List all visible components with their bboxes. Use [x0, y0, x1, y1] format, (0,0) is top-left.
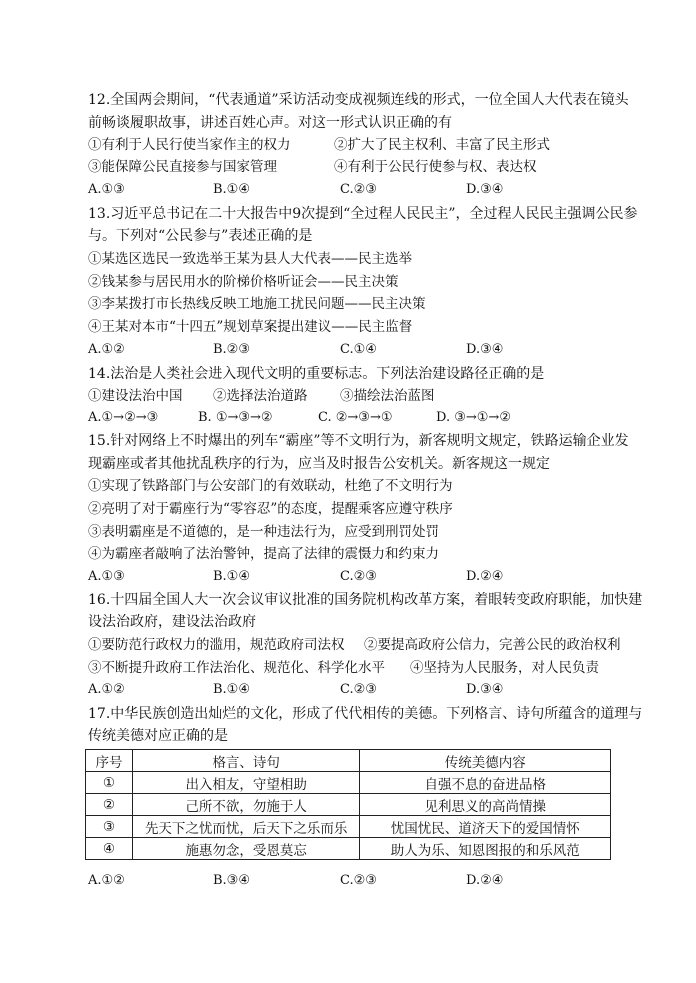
answer-choice-a[interactable]: A.①② — [88, 873, 125, 888]
answer-choice-c[interactable]: C.②③ — [340, 873, 377, 888]
answer-choice-c[interactable]: C.①④ — [340, 342, 377, 357]
answer-choice-a[interactable]: A.①→②→③ — [88, 410, 159, 425]
table-cell: 出入相友，守望相助 — [132, 772, 360, 794]
answer-choice-b[interactable]: B.③④ — [213, 873, 250, 888]
option-statement: ②亮明了对于霸座行为“零容忍”的态度，提醒乘客应遵守秩序 — [88, 501, 453, 517]
table-cell: 己所不欲，勿施于人 — [132, 794, 360, 816]
option-statement: ②选择法治道路 — [213, 388, 308, 404]
answer-choice-d[interactable]: D.③④ — [466, 682, 504, 697]
option-statement: ①有利于人民行使当家作主的权力 — [88, 137, 291, 153]
answer-choice-b[interactable]: B.①④ — [213, 569, 250, 584]
question-stem-line: 15.针对网络上不时爆出的列车“霸座”等不文明行为，新客规明文规定，铁路运输企业发 — [88, 433, 629, 449]
option-statement: ③能保障公民直接参与国家管理 — [88, 159, 277, 175]
table-cell: 自强不息的奋进品格 — [360, 772, 611, 794]
question-stem-line: 17.中华民族创造出灿烂的文化，形成了代代相传的美德。下列格言、诗句所蕴含的道理与 — [88, 706, 643, 722]
answer-choice-c[interactable]: C.②③ — [340, 569, 377, 584]
maxims-table — [85, 749, 611, 860]
table-cell: 助人为乐、知恩图报的和乐风范 — [360, 838, 611, 860]
answer-choice-a[interactable]: A.①② — [88, 682, 125, 697]
answer-choice-d[interactable]: D.③④ — [466, 182, 504, 197]
column-header: 格言、诗句 — [132, 750, 360, 772]
option-statement: ①实现了铁路部门与公安部门的有效联动，杜绝了不文明行为 — [88, 478, 453, 494]
column-header: 传统美德内容 — [360, 750, 611, 772]
option-statement: ④为霸座者敲响了法治警钟，提高了法律的震慑力和约束力 — [88, 546, 439, 562]
option-statement: ④王某对本市“十四五”规划草案提出建议——民主监督 — [88, 319, 413, 335]
question-stem-line: 13.习近平总书记在二十大报告中9次提到“全过程人民民主”，全过程人民民主强调公民参 — [88, 206, 638, 222]
question-stem-line: 与。下列对“公民参与”表述正确的是 — [88, 228, 313, 244]
table-cell: ① — [86, 772, 133, 794]
option-statement: ②钱某参与居民用水的阶梯价格听证会——民主决策 — [88, 274, 399, 290]
option-statement: ④有利于公民行使参与权、表达权 — [334, 159, 537, 175]
option-statement: ①要防范行政权力的滥用，规范政府司法权 — [88, 637, 345, 653]
table-header-row — [86, 750, 611, 772]
answer-choice-d[interactable]: D. ③→①→② — [436, 410, 511, 425]
option-statement: ②要提高政府公信力，完善公民的政治权利 — [364, 637, 621, 653]
question-stem-line: 16.十四届全国人大一次会议审议批准的国务院机构改革方案，着眼转变政府职能，加快建 — [88, 592, 643, 608]
answer-choice-b[interactable]: B. ①→③→② — [198, 410, 273, 425]
question-stem-line: 传统美德对应正确的是 — [88, 728, 228, 744]
answer-choice-a[interactable]: A.①③ — [88, 182, 125, 197]
table-row — [86, 816, 611, 838]
table-row — [86, 794, 611, 816]
answer-choice-b[interactable]: B.②③ — [213, 342, 250, 357]
answer-choice-d[interactable]: D.②④ — [466, 569, 504, 584]
option-statement: ③描绘法治蓝图 — [340, 388, 435, 404]
answer-choice-d[interactable]: D.②④ — [466, 873, 504, 888]
option-statement: ③李某拨打市长热线反映工地施工扰民问题——民主决策 — [88, 296, 426, 312]
option-statement: ③表明霸座是不道德的，是一种违法行为，应受到刑罚处罚 — [88, 524, 439, 540]
question-stem-line: 设法治政府，建设法治政府 — [88, 614, 256, 630]
option-statement: ①建设法治中国 — [88, 388, 183, 404]
answer-choice-c[interactable]: C.②③ — [340, 182, 377, 197]
answer-choice-a[interactable]: A.①② — [88, 342, 125, 357]
table-cell: ④ — [86, 838, 133, 860]
answer-choice-d[interactable]: D.③④ — [466, 342, 504, 357]
table-cell: 施惠勿念，受恩莫忘 — [132, 838, 360, 860]
question-stem-line: 12.全国两会期间，“代表通道”采访活动变成视频连线的形式，一位全国人大代表在镜头 — [88, 92, 629, 108]
option-statement: ④坚持为人民服务，对人民负责 — [410, 660, 599, 676]
question-stem-line: 14.法治是人类社会进入现代文明的重要标志。下列法治建设路径正确的是 — [88, 366, 545, 382]
question-stem-line: 现霸座或者其他扰乱秩序的行为，应当及时报告公安机关。新客规这一规定 — [88, 456, 550, 472]
table-cell: 忧国忧民、道济天下的爱国情怀 — [360, 816, 611, 838]
answer-choice-b[interactable]: B.①④ — [213, 682, 250, 697]
answer-choice-c[interactable]: C. ②→③→① — [318, 410, 393, 425]
option-statement: ②扩大了民主权利、丰富了民主形式 — [334, 137, 550, 153]
table-row — [86, 838, 611, 860]
table-cell: 见利思义的高尚情操 — [360, 794, 611, 816]
answer-choice-b[interactable]: B.①④ — [213, 182, 250, 197]
question-stem-line: 前畅谈履职故事，讲述百姓心声。对这一形式认识正确的有 — [88, 115, 452, 131]
table-cell: 先天下之忧而忧，后天下之乐而乐 — [132, 816, 360, 838]
column-header: 序号 — [86, 750, 133, 772]
table-cell: ② — [86, 794, 133, 816]
answer-choice-a[interactable]: A.①③ — [88, 569, 125, 584]
option-statement: ③不断提升政府工作法治化、规范化、科学化水平 — [88, 660, 385, 676]
table-row — [86, 772, 611, 794]
option-statement: ①某选区选民一致选举王某为县人大代表——民主选举 — [88, 251, 412, 267]
table-cell: ③ — [86, 816, 133, 838]
answer-choice-c[interactable]: C.②③ — [340, 682, 377, 697]
